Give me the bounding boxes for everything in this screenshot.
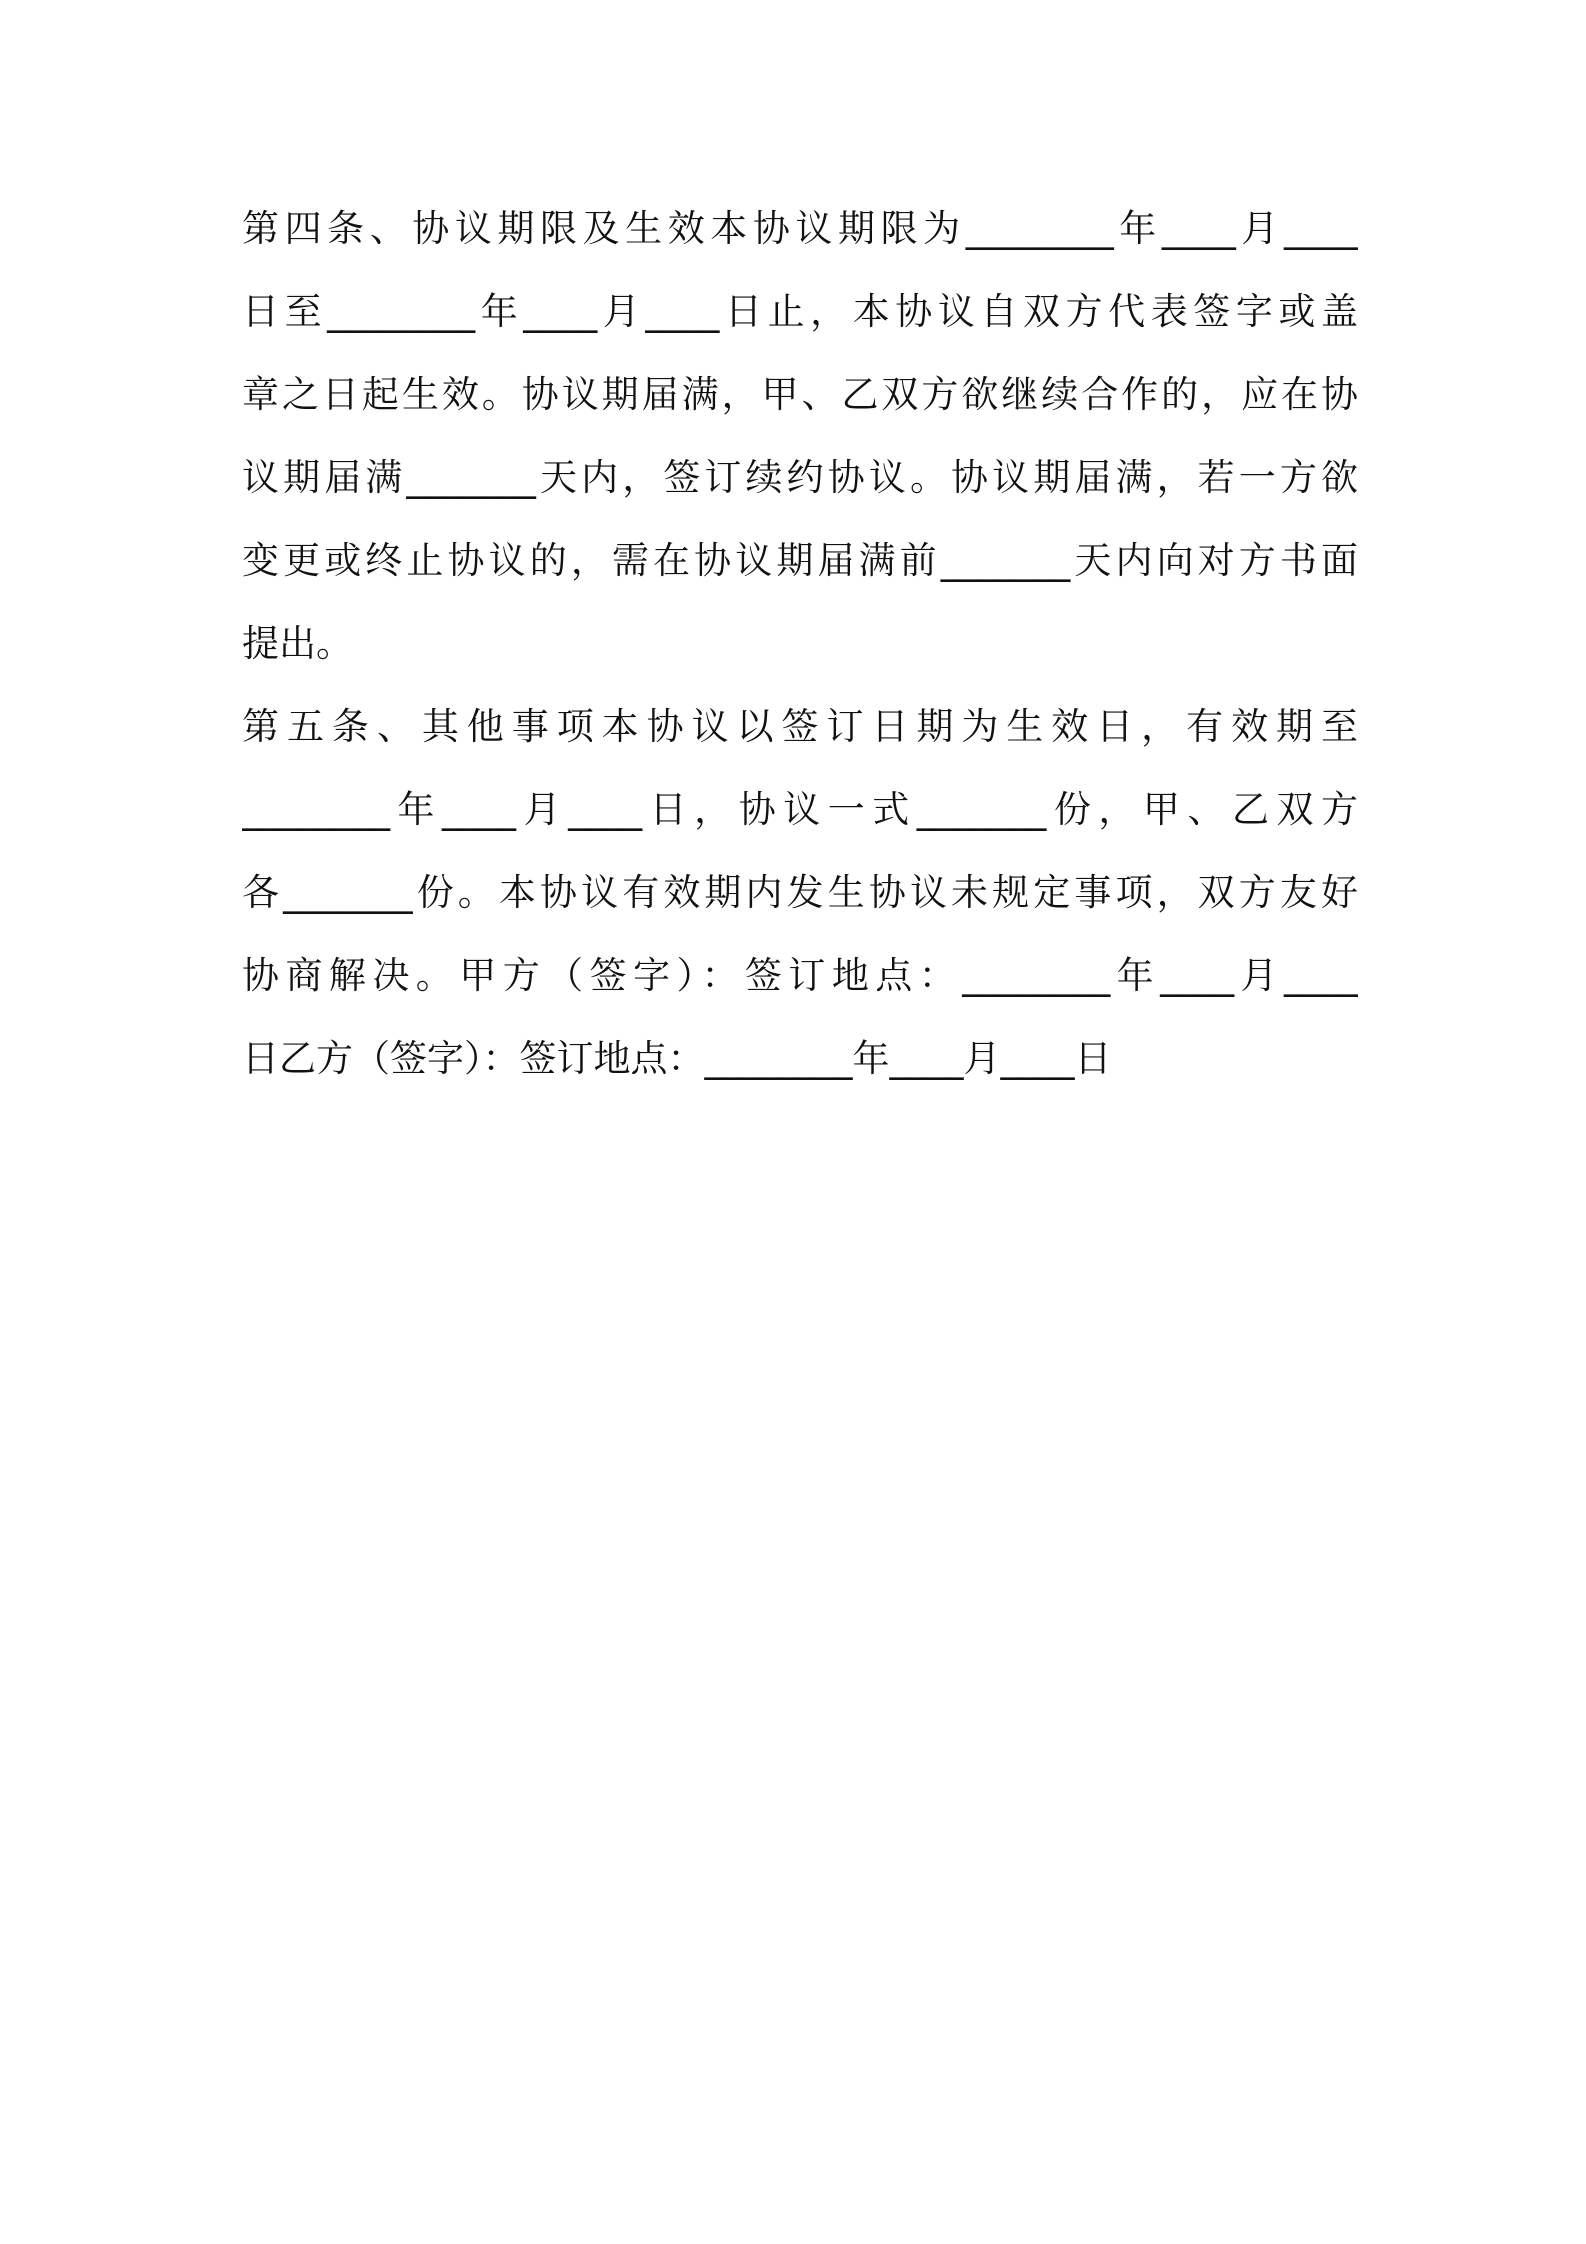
signature-line-party-b: 日乙方（签字）：签订地点：________年____月____日 <box>242 1037 1112 1080</box>
article-5-line-3: 各_______份。本协议有效期内发生协议未规定事项，双方友好 <box>242 871 1358 914</box>
article-4-line-1: 第四条、协议期限及生效本协议期限为________年____月____ <box>242 207 1358 250</box>
article-4-line-6: 提出。 <box>242 622 353 665</box>
article-4-line-3: 章之日起生效。协议期届满，甲、乙双方欲继续合作的，应在协 <box>242 373 1358 416</box>
article-4-line-5: 变更或终止协议的，需在协议期届满前_______天内向对方书面 <box>242 539 1358 582</box>
article-4-line-4: 议期届满_______天内，签订续约协议。协议期届满，若一方欲 <box>242 456 1358 499</box>
article-5-line-1: 第五条、其他事项本协议以签订日期为生效日，有效期至 <box>242 705 1358 748</box>
article-4-line-2: 日至________年____月____日止，本协议自双方代表签字或盖 <box>242 290 1358 333</box>
signature-line-party-a: 协商解决。甲方（签字）：签订地点：________年____月____ <box>242 954 1358 997</box>
document-body <box>242 194 1358 1107</box>
article-5-line-2: ________年____月____日，协议一式_______份，甲、乙双方 <box>242 788 1358 831</box>
